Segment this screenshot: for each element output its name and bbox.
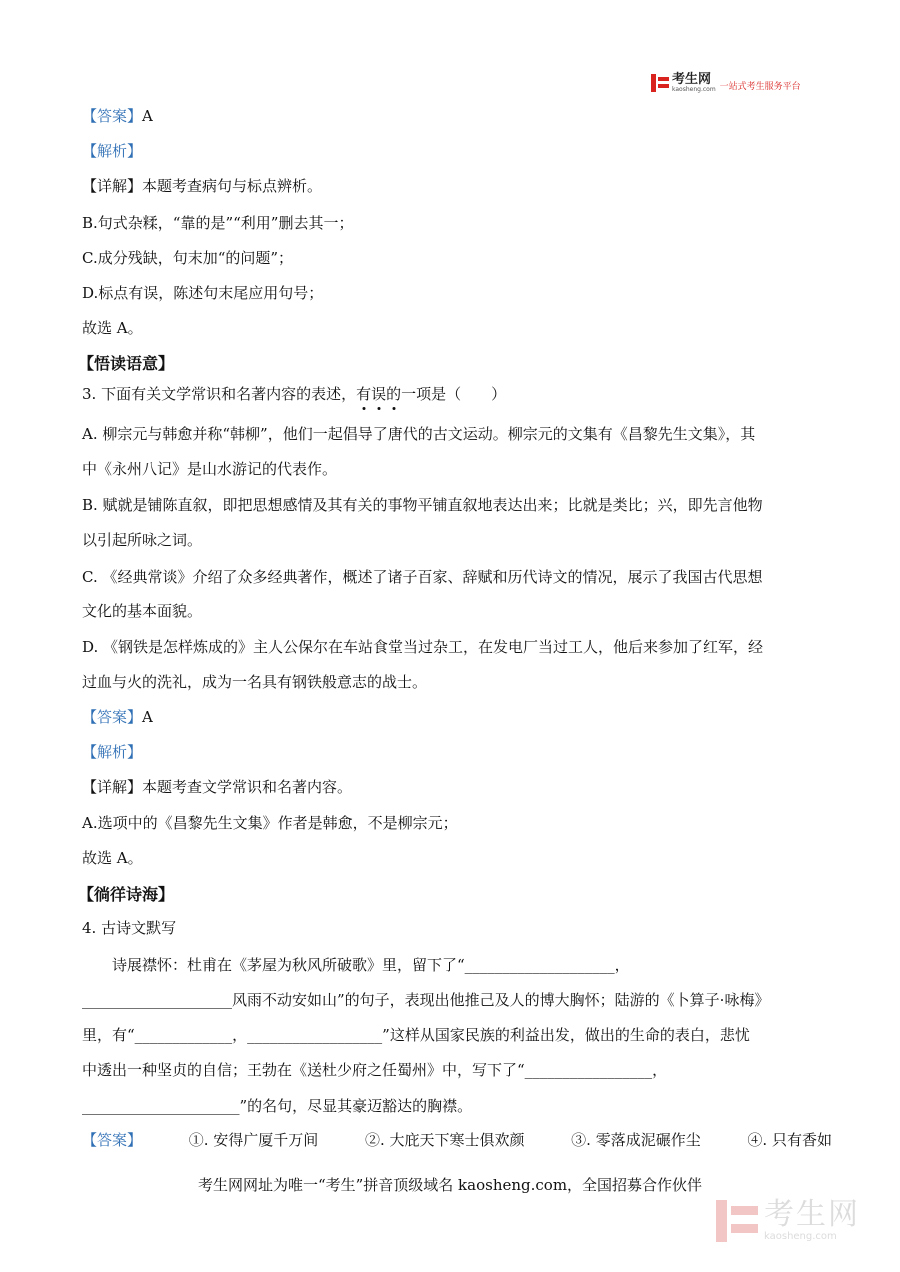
option-c-line1: C. 《经典常谈》介绍了众多经典著作，概述了诸子百家、辞赋和历代诗文的情况，展示了我国古代思想: [82, 568, 763, 586]
watermark-name: 考生网: [764, 1197, 860, 1232]
answer-value: A: [142, 107, 153, 125]
analysis-tag-3: 【解析】: [82, 743, 143, 761]
logo-slogan: 一站式考生服务平台: [719, 81, 801, 92]
section-heading-changyang: 【徜徉诗海】: [78, 885, 175, 904]
answer-item: ②. 大庇天下寒士俱欢颜: [364, 1131, 525, 1149]
page-footer: 考生网网址为唯一“考生”拼音顶级域名 kaosheng.com，全国招募合作伙伴: [197, 1176, 703, 1194]
option-d-line2: 过血与火的洗礼，成为一名具有钢铁般意志的战士。: [82, 673, 428, 691]
explain-d: D.标点有误，陈述句末尾应用句号；: [82, 284, 324, 302]
answer-3: [82, 706, 153, 728]
logo-mark-icon: [651, 74, 669, 92]
section-heading-wudu: 【悟读语意】: [78, 354, 175, 373]
watermark-mark-icon: [716, 1200, 758, 1242]
detail-3: 【详解】本题考查文学常识和名著内容。: [82, 778, 353, 796]
answer-item: ③. 零落成泥碾作尘: [571, 1131, 701, 1149]
detail-2: 【详解】本题考查病句与标点辨析。: [82, 177, 323, 195]
brand-logo: [651, 70, 801, 96]
logo-name: 考生网: [672, 72, 712, 87]
option-c-line2: 文化的基本面貌。: [82, 602, 203, 620]
explain-a3: A.选项中的《昌黎先生文集》作者是韩愈，不是柳宗元；: [82, 814, 458, 832]
answer-value: A: [142, 708, 153, 726]
q4-paragraph-line2: ____________________风雨不动安如山”的句子，表现出他推己及人的博大胸怀；陆游的《卜算子·咏梅》: [82, 991, 770, 1009]
explain-c: C.成分残缺，句末加“的问题”；: [82, 249, 294, 267]
q3-stem: 3. 下面有关文学常识和名著内容的表述，: [82, 385, 357, 403]
logo-url: kaosheng.com: [672, 86, 716, 93]
answer-2: [82, 105, 153, 127]
answer-item: ④. 只有香如: [747, 1131, 832, 1149]
option-a-line2: 中《永州八记》是山水游记的代表作。: [82, 460, 338, 478]
option-b-line1: B. 赋就是铺陈直叙，即把思想感情及其有关的事物平铺直叙地表达出来；比就是类比；兴，即先言他物: [82, 496, 763, 514]
watermark-logo: [716, 1197, 860, 1242]
watermark-url: kaosheng.com: [764, 1231, 837, 1242]
q4-paragraph-line4: 中透出一种坚贞的自信；王勃在《送杜少府之任蜀州》中，写下了“_________________，: [82, 1061, 668, 1079]
q4-paragraph-line3: 里，有“_____________，__________________”这样从国家民族的利益出发，做出的生命的表白，悲忧: [82, 1026, 750, 1044]
answer-tag: 【答案】: [82, 1131, 143, 1149]
question-3: [82, 383, 506, 405]
option-b-line2: 以引起所咏之词。: [82, 531, 203, 549]
emphasis-char: 误: [371, 385, 387, 403]
select-2: 故选 A。: [82, 319, 143, 337]
option-d-line1: D. 《钢铁是怎样炼成的》主人公保尔在车站食堂当过杂工，在发电厂当过工人，他后来参加了红军，经: [82, 638, 764, 656]
explain-b: B.句式杂糅，“靠的是”“利用”删去其一；: [82, 214, 354, 232]
analysis-tag-2: 【解析】: [82, 142, 143, 160]
answer-4-row: [82, 1129, 832, 1151]
q4-paragraph-line1: 诗展襟怀：杜甫在《茅屋为秋风所破歌》里，留下了“____________________，: [82, 956, 630, 974]
select-3: 故选 A。: [82, 849, 143, 867]
q3-stem-end: 一项是（ ）: [401, 385, 507, 403]
emphasis-char: 的: [386, 385, 402, 403]
answer-tag: 【答案】: [82, 107, 143, 125]
question-4-title: 4. 古诗文默写: [82, 919, 177, 937]
answer-item: ①. 安得广厦千万间: [188, 1131, 319, 1149]
answer-tag: 【答案】: [82, 708, 143, 726]
q4-paragraph-line5: _____________________”的名句，尽显其豪迈豁达的胸襟。: [82, 1097, 473, 1115]
option-a-line1: A. 柳宗元与韩愈并称“韩柳”，他们一起倡导了唐代的古文运动。柳宗元的文集有《昌黎先生文集》，其: [82, 425, 756, 443]
emphasis-char: 有: [356, 385, 372, 403]
